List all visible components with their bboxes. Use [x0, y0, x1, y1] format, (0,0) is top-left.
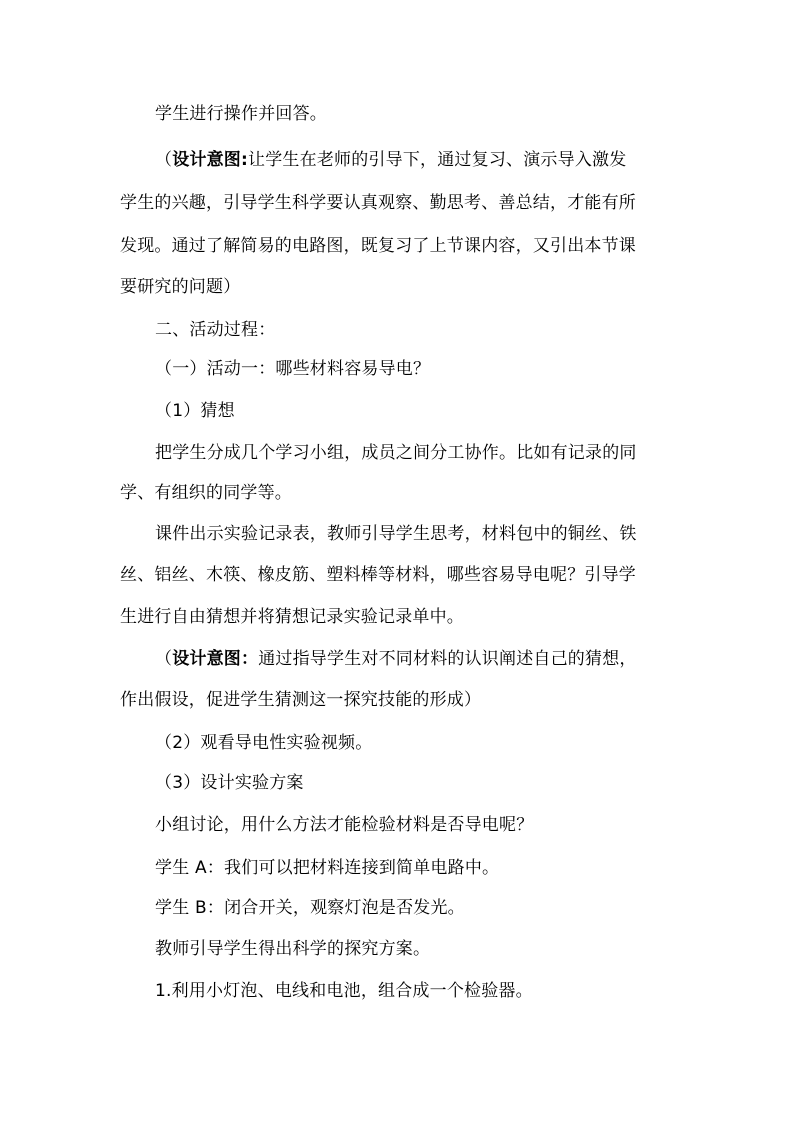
open-paren: （: [155, 649, 173, 669]
paragraph-student-operation: 学生进行操作并回答。: [155, 104, 327, 124]
paragraph-courseware-line-1: 课件出示实验记录表，教师引导学生思考，材料包中的铜丝、铁: [155, 524, 637, 544]
paragraph-student-a: 学生 A：我们可以把材料连接到简单电路中。: [155, 858, 500, 878]
paragraph-grouping-line-2: 学、有组织的同学等。: [120, 483, 292, 503]
design-intent-1-line-1: [155, 148, 626, 172]
paragraph-courseware-line-2: 丝、铝丝、木筷、橡皮筋、塑料棒等材料，哪些容易导电呢？引导学: [120, 565, 636, 585]
design-intent-1-line-2: 学生的兴趣，引导学生科学要认真观察、勤思考、善总结，才能有所: [120, 193, 636, 213]
step-watch-video: （2）观看导电性实验视频。: [155, 733, 373, 753]
design-intent-2-line-1: [155, 647, 637, 671]
design-intent-text: 让学生在老师的引导下，通过复习、演示导入激发: [248, 150, 627, 170]
design-intent-1-line-3: 发现。通过了解简易的电路图，既复习了上节课内容，又引出本节课: [120, 236, 636, 256]
design-intent-2-line-2: 作出假设，促进学生猜测这一探究技能的形成）: [120, 690, 482, 710]
design-intent-text: 通过指导学生对不同材料的认识阐述自己的猜想，: [258, 649, 637, 669]
list-item-1: 1.利用小灯泡、电线和电池，组合成一个检验器。: [155, 981, 533, 1001]
section-heading-activity-process: 二、活动过程：: [155, 320, 276, 340]
design-intent-label: 设计意图:: [172, 150, 249, 170]
design-intent-1-line-4: 要研究的问题）: [120, 277, 241, 297]
step-guess-heading: （1）猜想: [155, 401, 235, 421]
open-paren: （: [155, 150, 173, 170]
paragraph-teacher-guide: 教师引导学生得出科学的探究方案。: [155, 939, 431, 959]
step-design-plan: （3）设计实验方案: [155, 773, 304, 793]
paragraph-courseware-line-3: 生进行自由猜想并将猜想记录实验记录单中。: [120, 607, 464, 627]
activity-one-heading: （一）活动一：哪些材料容易导电？: [155, 359, 431, 379]
paragraph-group-discussion: 小组讨论，用什么方法才能检验材料是否导电呢？: [155, 815, 534, 835]
paragraph-grouping-line-1: 把学生分成几个学习小组，成员之间分工协作。比如有记录的同: [155, 443, 637, 463]
design-intent-label: 设计意图：: [172, 649, 259, 669]
paragraph-student-b: 学生 B：闭合开关，观察灯泡是否发光。: [155, 898, 465, 918]
